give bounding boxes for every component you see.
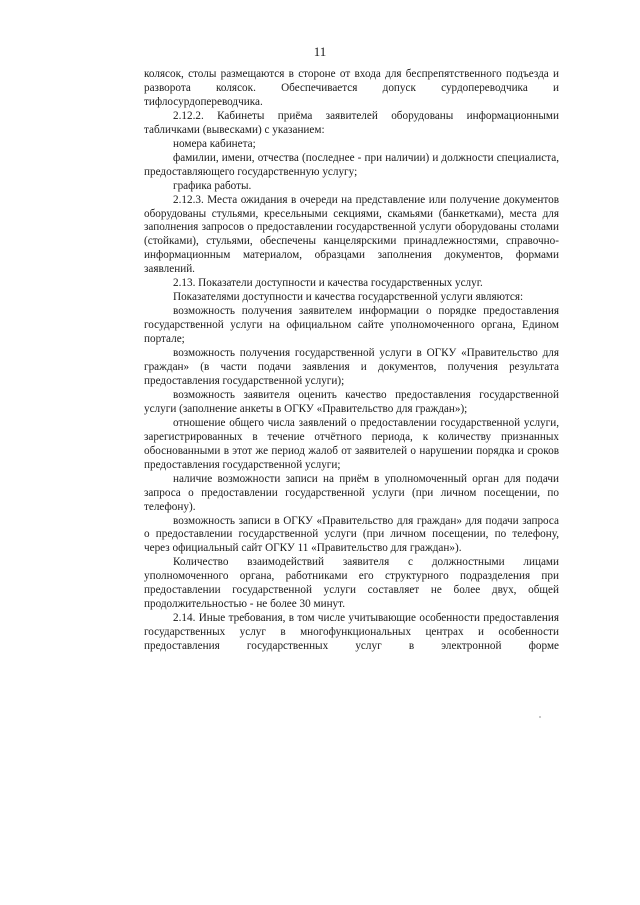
- document-body: [144, 68, 559, 654]
- paragraph: 2.12.3. Места ожидания в очереди на представление или получение документов оборудованы стульями, кресельными секциями, скамьями (банкетками), места для заполнения запросов о предоставлении государственной услуги оборудованы столами (стойками), стульями, обеспечены канцелярскими принадлежностями, справочно-информационным материалом, образцами заполнения документов, формами заявлений.: [144, 193, 559, 276]
- paragraph: Количество взаимодействий заявителя с должностными лицами уполномоченного органа, работниками его структурного подразделения при предоставлении государственной услуги составляет не более двух, общей продолжительностью - не более 30 минут.: [144, 556, 559, 611]
- paragraph: возможность получения заявителем информации о порядке предоставления государственной услуги на официальном сайте уполномоченного органа, Едином портале;: [144, 305, 559, 346]
- paragraph: номера кабинета;: [173, 137, 256, 150]
- paragraph: Показателями доступности и качества государственной услуги являются:: [173, 291, 524, 304]
- paragraph: отношение общего числа заявлений о предоставлении государственной услуги, зарегистрированных в течение отчётного периода, к количеству признанных обоснованными в этот же период жалоб от заявителей о нарушении порядка и сроков предоставления государственной услуги;: [144, 416, 559, 471]
- paragraph: наличие возможности записи на приём в уполномоченный орган для подачи запроса о предоставлении государственной услуги (при личном посещении, по телефону).: [144, 472, 559, 513]
- paragraph: колясок, столы размещаются в стороне от входа для беспрепятственного подъезда и разворота колясок. Обеспечивается допуск сурдопереводчика и тифлосурдопереводчика.: [144, 68, 559, 108]
- scan-speck: [539, 716, 541, 718]
- paragraph: 2.12.2. Кабинеты приёма заявителей оборудованы информационными табличками (вывесками) с указанием:: [144, 109, 559, 136]
- paragraph: возможность получения государственной услуги в ОГКУ «Правительство для граждан» (в части подачи заявления и документов, получения результата предоставления государственной услуги);: [144, 347, 559, 387]
- paragraph: 2.14. Иные требования, в том числе учитывающие особенности предоставления государственных услуг в многофункциональных центрах и особенности предоставления государственных услуг в электронной форме: [144, 612, 559, 653]
- paragraph: возможность записи в ОГКУ «Правительство для граждан» для подачи запроса о предоставлении государственной услуги (при личном посещении, по телефону, через официальный сайт ОГКУ 11 «Правительство для граждан»).: [144, 514, 559, 555]
- paragraph: графика работы.: [173, 179, 252, 192]
- paragraph: возможность заявителя оценить качество предоставления государственной услуги (заполнение анкеты в ОГКУ «Правительство для граждан»);: [144, 388, 559, 415]
- page-number: 11: [313, 44, 327, 59]
- paragraph: 2.13. Показатели доступности и качества государственных услуг.: [173, 277, 483, 290]
- paragraph: фамилии, имени, отчества (последнее - при наличии) и должности специалиста, предоставляющего государственную услугу;: [144, 151, 559, 178]
